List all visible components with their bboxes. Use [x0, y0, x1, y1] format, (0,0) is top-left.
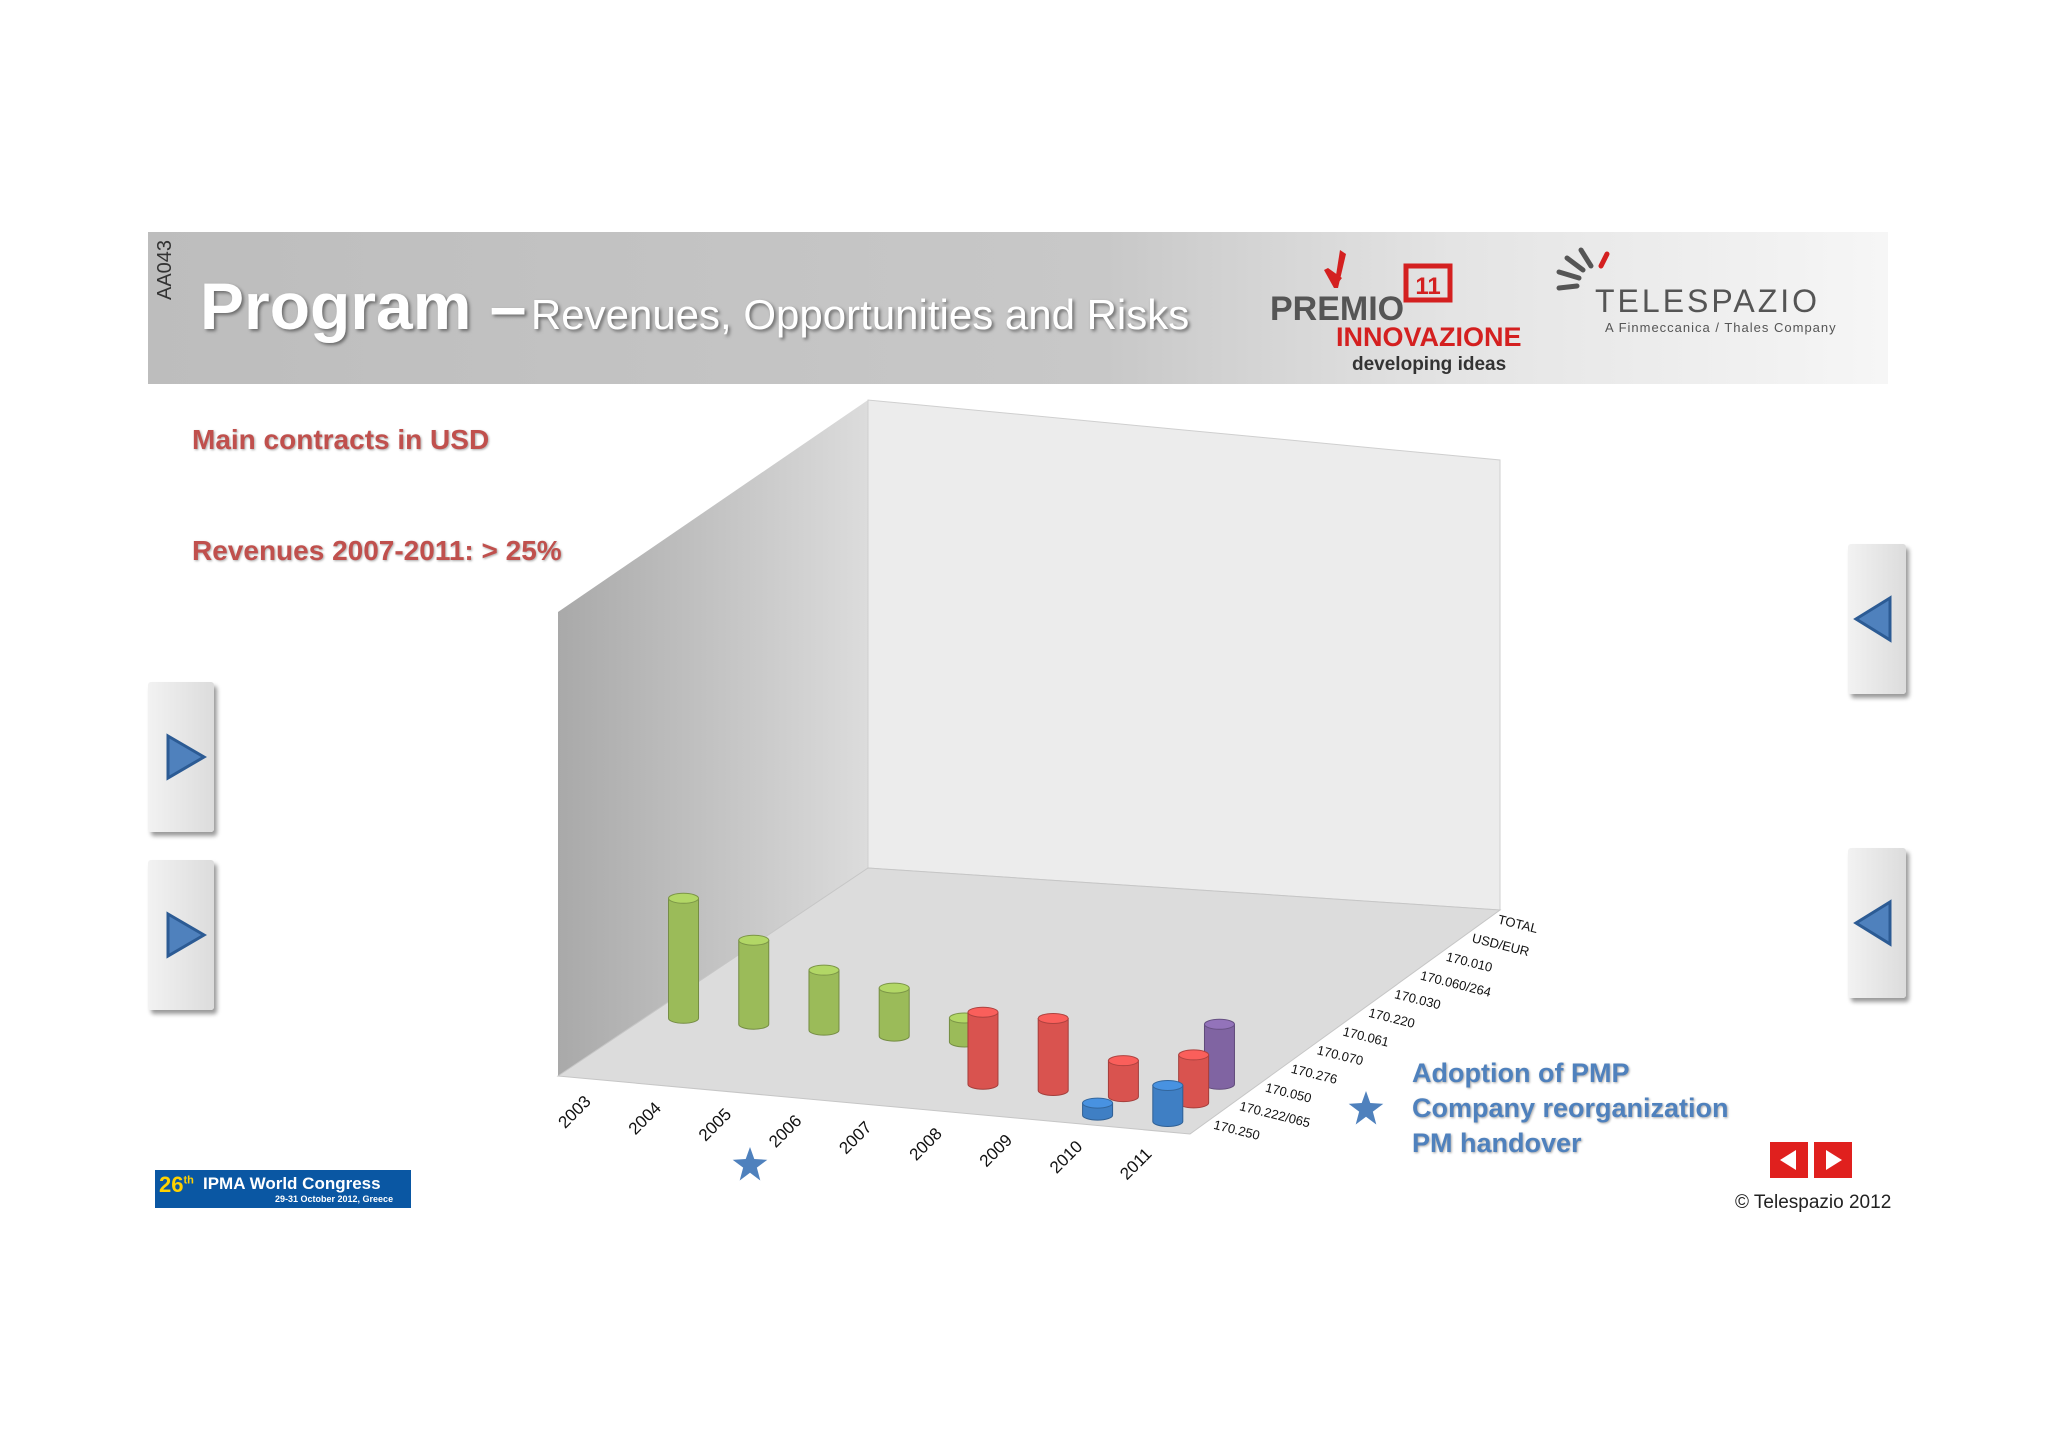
title-sub: Revenues, Opportunities and Risks [530, 291, 1190, 338]
series-label: TOTAL [1496, 911, 1540, 937]
x-tick-label: 2007 [835, 1117, 876, 1158]
premio-badge: 11 [1415, 273, 1441, 300]
chart-bar-top [739, 935, 769, 945]
chart-bar-body [1038, 1018, 1068, 1095]
ipma-name: IPMA World Congress [203, 1174, 381, 1193]
series-label: 170.010 [1444, 949, 1494, 975]
x-tick-label: 2009 [975, 1130, 1017, 1171]
chart-bar-top [1108, 1056, 1138, 1066]
x-tick-label: 2005 [694, 1104, 736, 1145]
series-label: 170.070 [1315, 1042, 1365, 1069]
x-tick-label: 2004 [624, 1098, 665, 1139]
chart-bar-body [1108, 1061, 1138, 1102]
chart-bar-body [968, 1012, 998, 1089]
x-tick-label: 2010 [1046, 1136, 1087, 1178]
chart-bar-top [1038, 1013, 1068, 1023]
chart-bar [1108, 1056, 1138, 1102]
ipma-congress-badge [155, 1170, 411, 1208]
chart-bar-body [809, 970, 839, 1035]
chart-bar-body [1153, 1085, 1183, 1126]
series-label: 170.250 [1212, 1117, 1262, 1143]
chart-bar [669, 893, 699, 1023]
slide-code: AA043 [154, 239, 176, 300]
x-tick-label: 2011 [1116, 1144, 1156, 1184]
chart-bar [1083, 1098, 1113, 1120]
telespazio-tagline: A Finmeccanica / Thales Company [1605, 320, 1837, 335]
x-tick-label: 2003 [554, 1091, 595, 1133]
note-main-contracts: Main contracts in USD [192, 424, 490, 455]
series-label: 170.220 [1367, 1005, 1417, 1031]
chart-bar-top [879, 983, 909, 993]
next-slide-button[interactable] [1813, 1141, 1853, 1179]
slide-nav-buttons [1768, 1140, 1854, 1180]
star-icon [1344, 1086, 1388, 1130]
chart-back-wall [868, 400, 1500, 910]
premio-line1: PREMIO [1270, 290, 1405, 328]
chart-bar [1038, 1013, 1068, 1095]
chart-bar-top [1179, 1050, 1209, 1060]
series-label: 170.030 [1393, 986, 1443, 1013]
series-label: 170.276 [1289, 1061, 1339, 1087]
chart-bar-top [1204, 1019, 1234, 1029]
x-tick-label: 2008 [905, 1124, 946, 1165]
series-label: 170.060/264 [1418, 967, 1493, 1000]
chart-bar [809, 965, 839, 1035]
chart-bar-body [879, 988, 909, 1041]
series-label: 170.050 [1263, 1079, 1314, 1106]
premio-tagline: developing ideas [1352, 354, 1507, 375]
title-main: Program – [200, 269, 527, 343]
premio-line2: INNOVAZIONE [1336, 322, 1522, 352]
x-tick-label: 2006 [765, 1111, 806, 1152]
chart-bar-top [809, 965, 839, 975]
chart-bar [1153, 1080, 1183, 1126]
prev-slide-button[interactable] [1769, 1141, 1809, 1179]
note-revenues: Revenues 2007-2011: > 25% [192, 535, 562, 566]
star-icon [728, 1142, 772, 1186]
legend-line-2: Company reorganization [1412, 1093, 1729, 1123]
chart-bar-body [669, 898, 699, 1023]
series-label: 170.061 [1341, 1023, 1391, 1050]
series-label: USD/EUR [1470, 930, 1531, 960]
copyright: © Telespazio 2012 [1735, 1192, 1892, 1213]
chart-bar [879, 983, 909, 1041]
chart-bar-top [669, 893, 699, 903]
ipma-number: 26th [159, 1172, 194, 1197]
chart-bar [968, 1007, 998, 1089]
telespazio-name: TELESPAZIO [1595, 283, 1821, 319]
chart-bar [739, 935, 769, 1029]
chart-bar-top [968, 1007, 998, 1017]
series-label: 170.222/065 [1238, 1098, 1312, 1131]
ipma-dates: 29-31 October 2012, Greece [275, 1194, 394, 1204]
chart-bar-body [739, 940, 769, 1029]
chart-bar-top [1083, 1098, 1113, 1108]
chart-bar-top [1153, 1080, 1183, 1090]
legend-line-1: Adoption of PMP [1412, 1058, 1630, 1088]
legend-line-3: PM handover [1412, 1128, 1582, 1158]
